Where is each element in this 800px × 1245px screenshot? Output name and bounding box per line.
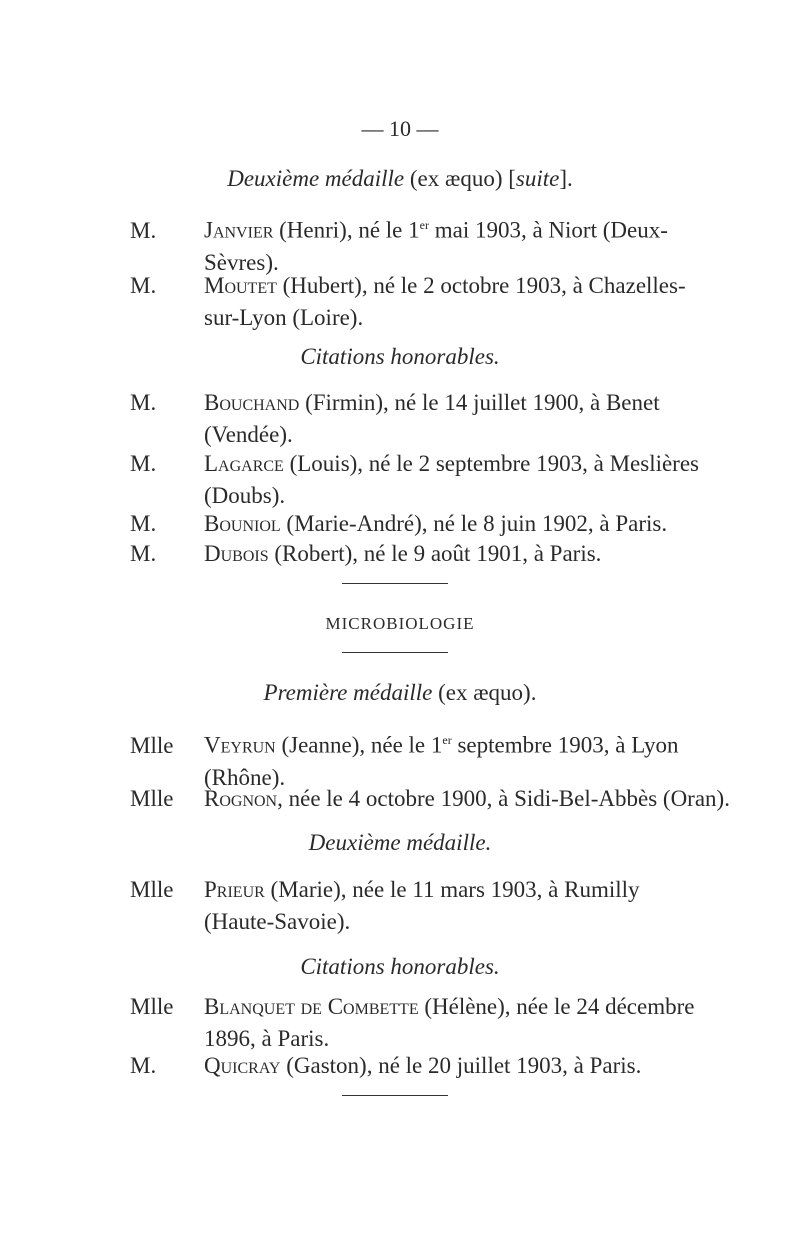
entry-continuation: (Rhône). xyxy=(204,764,286,790)
entry-text: (Firmin), né le 14 juillet 1900, à Benet xyxy=(305,390,660,415)
heading-italic: Deuxième médaille. xyxy=(308,830,492,855)
entry-surname: Lagarce xyxy=(204,451,284,476)
heading-citations-honorables-2 xyxy=(0,954,800,980)
entry-text: (Gaston), né le 20 juillet 1903, à Paris. xyxy=(286,1053,642,1078)
entry-text: , née le 4 octobre 1900, à Sidi-Bel-Abbès (Oran). xyxy=(277,786,730,811)
entry-surname: Prieur xyxy=(204,877,265,902)
entry-rognon xyxy=(130,783,730,815)
heading-italic: Citations honorables. xyxy=(300,954,500,979)
entry-text: (Hubert), né le 2 octobre 1903, à Chazelles- xyxy=(282,273,686,298)
divider-rule xyxy=(342,1095,448,1096)
entry-title: M. xyxy=(130,273,157,298)
entry-title: Mlle xyxy=(130,786,174,811)
entry-bouniol xyxy=(130,508,675,540)
section-title-microbiologie: MICROBIOLOGIE xyxy=(325,614,475,633)
entry-continuation: (Haute-Savoie). xyxy=(204,909,351,934)
heading-citations-honorables-1 xyxy=(0,344,800,370)
heading-end: ]. xyxy=(559,166,573,191)
heading-italic: Citations honorables. xyxy=(300,344,500,369)
entry-text: (Louis), né le 2 septembre 1903, à Meslières xyxy=(289,451,700,476)
entry-title: M. xyxy=(130,217,157,243)
entry-janvier xyxy=(130,209,675,279)
entry-text: (Robert), né le 9 août 1901, à Paris. xyxy=(274,541,602,566)
entry-continuation: (Vendée). xyxy=(204,422,293,447)
entry-surname: Dubois xyxy=(204,541,269,566)
heading-tail: (ex æquo). xyxy=(438,680,537,705)
entry-title: Mlle xyxy=(130,732,174,758)
entry-surname: Quicray xyxy=(204,1053,281,1078)
entry-text: (Jeanne), née le 1 xyxy=(281,732,443,758)
entry-surname: Bouniol xyxy=(204,511,281,536)
entry-title: M. xyxy=(130,451,157,476)
divider-rule xyxy=(342,583,448,584)
entry-text: (Marie), née le 11 mars 1903, à Rumilly xyxy=(270,877,640,902)
entry-surname: Veyrun xyxy=(204,732,276,758)
entry-sup: er xyxy=(442,733,452,747)
entry-title: M. xyxy=(130,541,157,566)
entry-title: M. xyxy=(130,511,157,536)
entry-title: M. xyxy=(130,1053,157,1078)
heading-italic: Première médaille xyxy=(263,680,433,705)
entry-lagarce xyxy=(130,448,700,512)
entry-continuation: sur-Lyon (Loire). xyxy=(204,305,364,330)
entry-dubois xyxy=(130,538,675,570)
entry-text-b: septembre 1903, à Lyon xyxy=(451,732,679,758)
entry-text: (Hélène), née le 24 décembre xyxy=(424,994,695,1019)
entry-text: (Henri), né le 1 xyxy=(279,217,420,243)
entry-prieur xyxy=(130,874,675,938)
heading-italic: Deuxième médaille xyxy=(227,166,405,191)
entry-title: Mlle xyxy=(130,877,174,902)
entry-title: Mlle xyxy=(130,994,174,1019)
divider-rule xyxy=(342,652,448,653)
entry-continuation: (Doubs). xyxy=(204,483,286,508)
entry-surname: Moutet xyxy=(204,273,277,298)
entry-surname: Janvier xyxy=(204,217,274,243)
heading-suite: suite xyxy=(515,166,560,191)
entry-surname: Bouchand xyxy=(204,390,300,415)
heading-deuxieme-medaille-suite xyxy=(0,166,800,192)
entry-text-b: mai 1903, à Niort (Deux- xyxy=(428,217,668,243)
entry-surname: Blanquet de Combette xyxy=(204,994,419,1019)
entry-surname: Rognon xyxy=(204,786,278,811)
entry-quicray xyxy=(130,1050,675,1082)
entry-continuation: Sèvres). xyxy=(204,249,279,275)
entry-text: (Marie-André), né le 8 juin 1902, à Paris. xyxy=(286,511,668,536)
heading-deuxieme-medaille xyxy=(0,830,800,856)
entry-bouchand xyxy=(130,387,675,451)
entry-moutet xyxy=(130,270,686,334)
entry-title: M. xyxy=(130,390,157,415)
page-number: — 10 — xyxy=(361,116,439,141)
entry-blanquet-de-combette xyxy=(130,991,695,1055)
entry-sup: er xyxy=(419,218,429,232)
heading-tail: (ex æquo) [ xyxy=(409,166,516,191)
entry-continuation: 1896, à Paris. xyxy=(204,1026,330,1051)
heading-premiere-medaille xyxy=(0,680,800,706)
